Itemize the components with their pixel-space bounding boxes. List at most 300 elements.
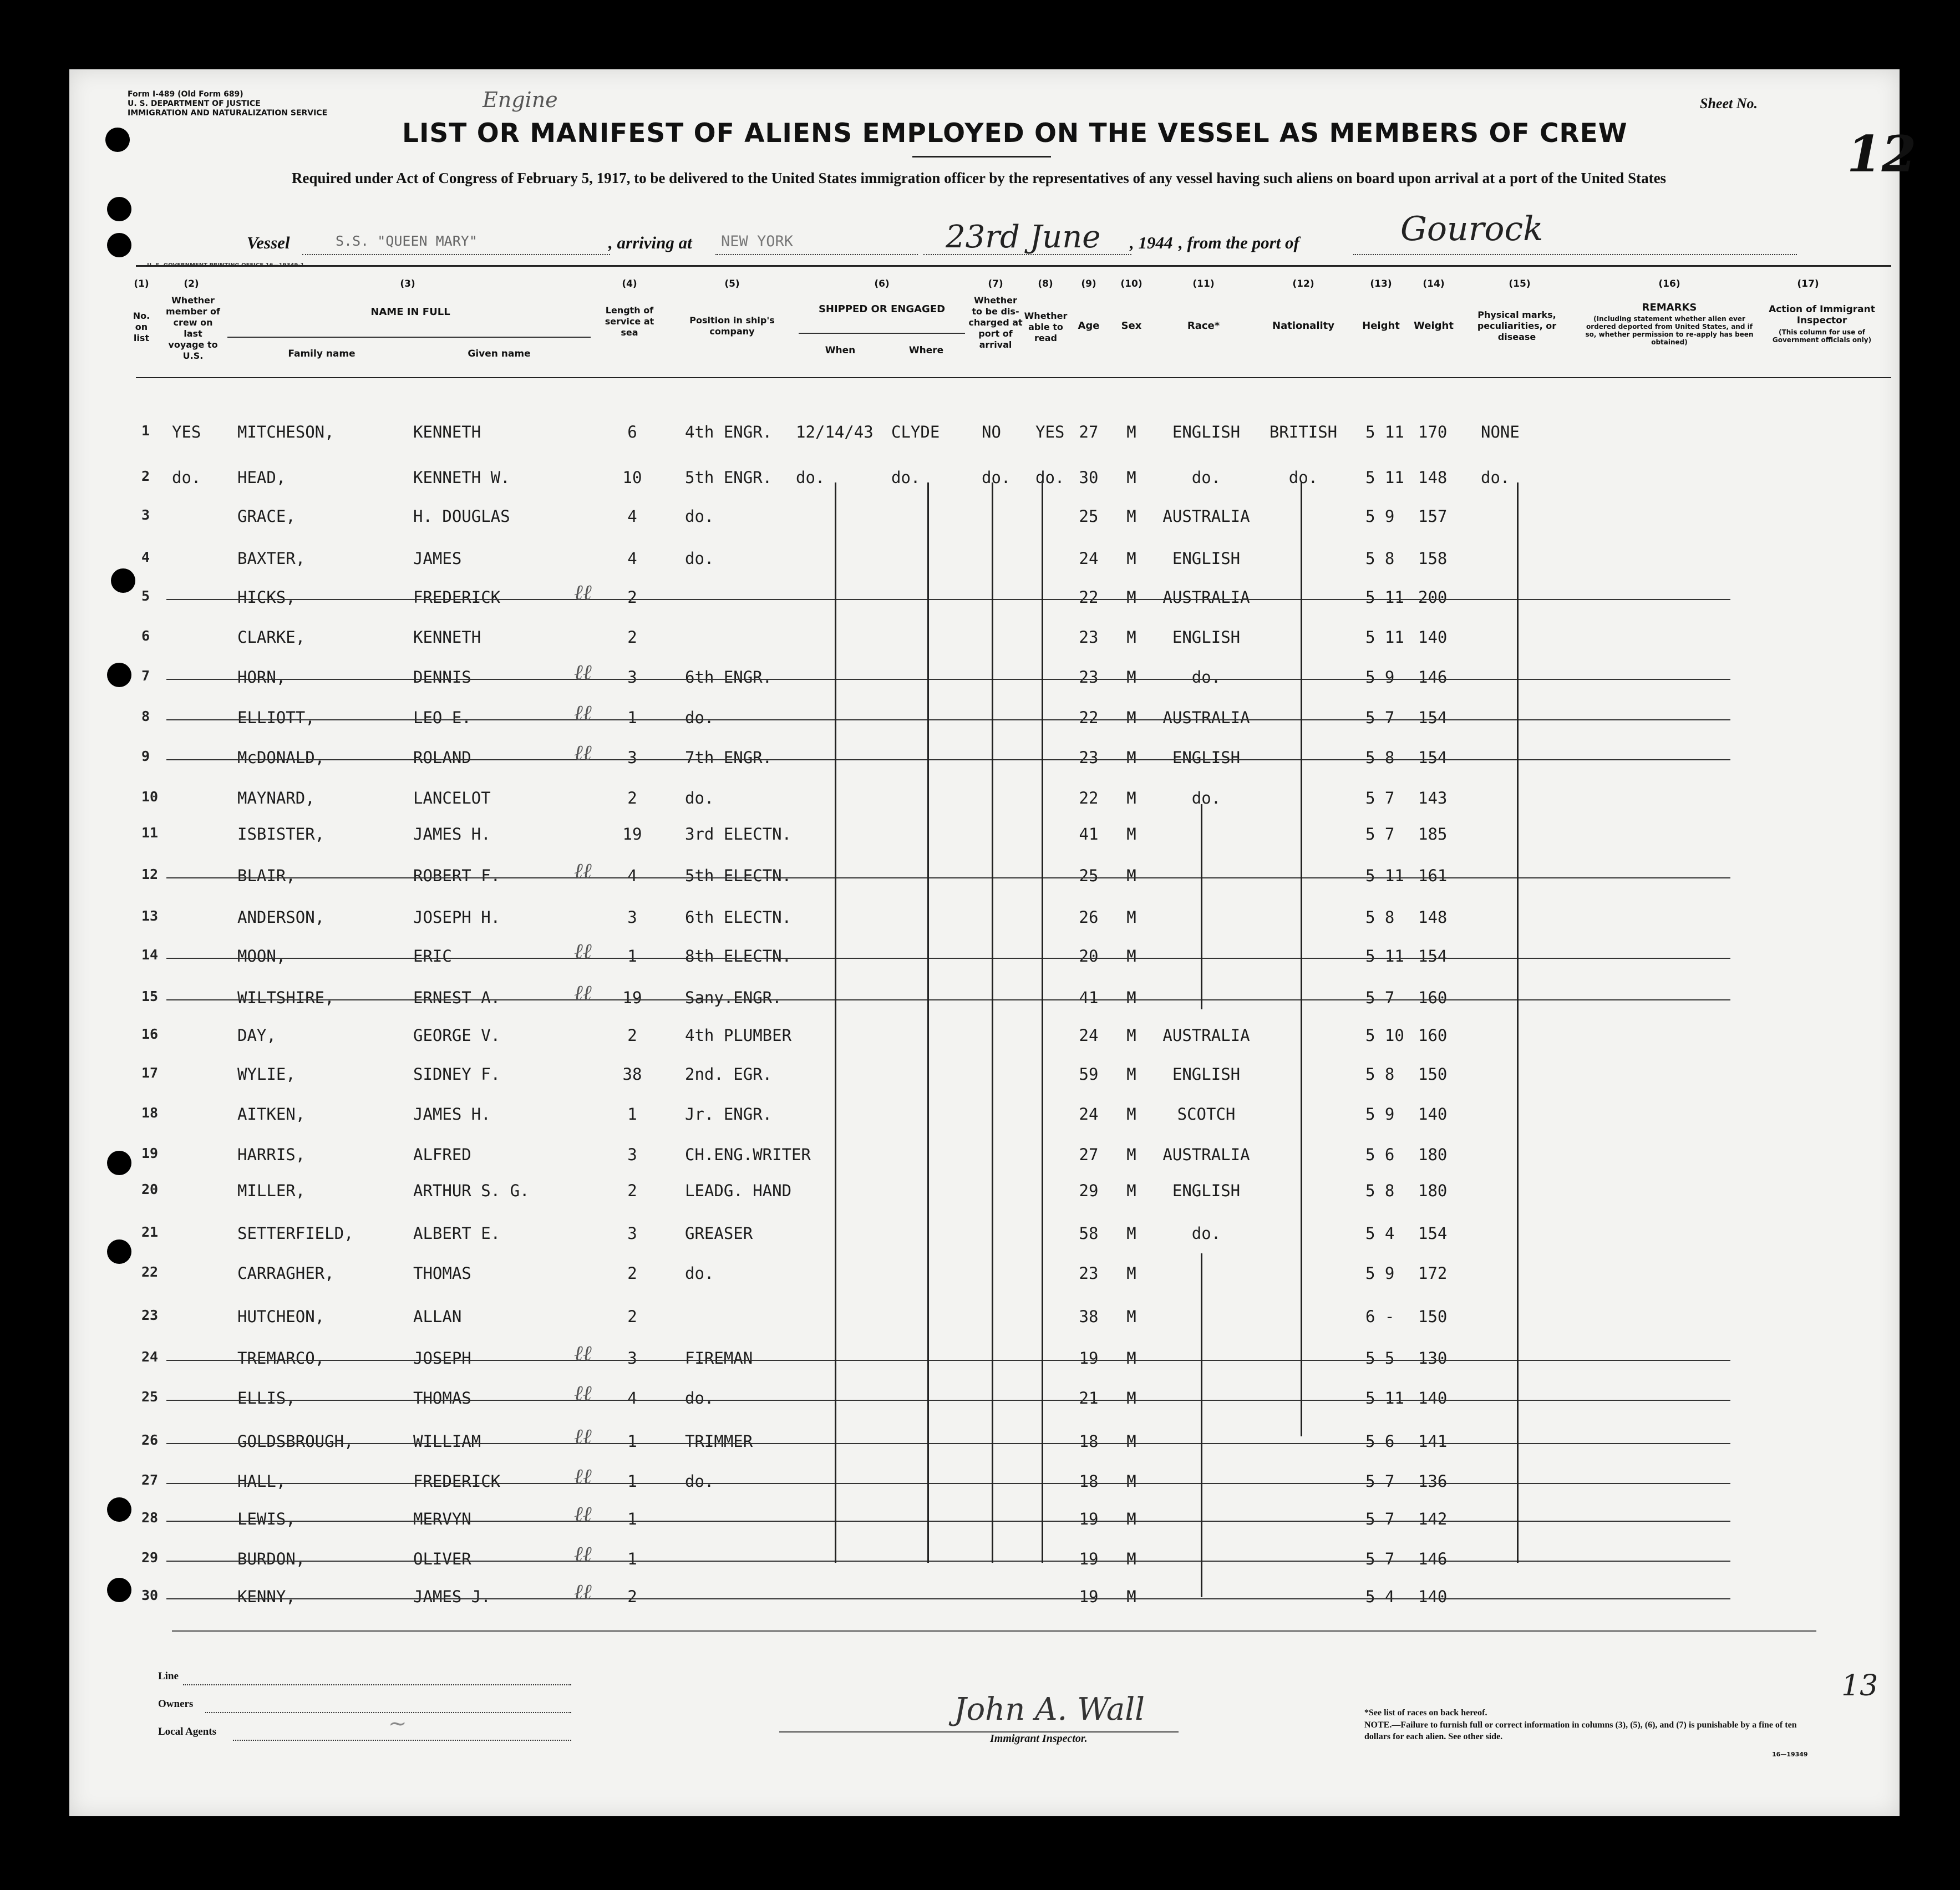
strike-through-line xyxy=(166,1521,1730,1522)
position-in-company: GREASER xyxy=(685,1224,753,1243)
age: 30 xyxy=(1079,468,1099,487)
position-in-company: do. xyxy=(685,789,714,807)
row-number: 25 xyxy=(141,1389,159,1405)
height: 5 8 xyxy=(1365,1065,1395,1084)
weight: 185 xyxy=(1418,825,1448,844)
height: 5 4 xyxy=(1365,1224,1395,1243)
shipped-when: 12/14/43 xyxy=(796,423,874,441)
page-title: LIST OR MANIFEST OF ALIENS EMPLOYED ON THE VESSEL AS MEMBERS OF CREW xyxy=(402,118,1628,149)
length-of-service: 2 xyxy=(627,1026,637,1045)
row-number: 27 xyxy=(141,1472,159,1488)
row-number: 28 xyxy=(141,1510,159,1526)
col-head-position: Position in ship's company xyxy=(689,315,775,337)
weight: 170 xyxy=(1418,423,1448,441)
crew-member-last-voyage: do. xyxy=(172,468,201,487)
handwritten-initial: ℓℓ xyxy=(574,1502,592,1526)
weight: 146 xyxy=(1418,668,1448,687)
race: ENGLISH xyxy=(1172,549,1241,568)
length-of-service: 2 xyxy=(627,789,637,807)
family-name: ANDERSON, xyxy=(237,908,325,927)
length-of-service: 38 xyxy=(622,1065,642,1084)
age: 27 xyxy=(1079,423,1099,441)
col-head-shipped: SHIPPED OR ENGAGED xyxy=(818,303,946,315)
from-port-label: , from the port of xyxy=(1179,233,1299,252)
family-name: ELLIOTT, xyxy=(237,708,315,727)
handwritten-initial: ℓℓ xyxy=(574,740,592,765)
row-number: 8 xyxy=(141,708,150,724)
weight: 140 xyxy=(1418,1105,1448,1124)
race: ENGLISH xyxy=(1172,1181,1241,1200)
title-rule xyxy=(912,156,1051,158)
race: do. xyxy=(1191,789,1221,807)
sex: M xyxy=(1126,1432,1136,1451)
age: 22 xyxy=(1079,588,1099,607)
height: 5 7 xyxy=(1365,708,1395,727)
race: AUSTRALIA xyxy=(1162,507,1250,526)
row-number: 22 xyxy=(141,1264,159,1280)
weight: 180 xyxy=(1418,1145,1448,1164)
length-of-service: 2 xyxy=(627,1307,637,1326)
family-name: MOON, xyxy=(237,947,286,966)
row-number: 9 xyxy=(141,748,150,764)
strike-through-line xyxy=(166,599,1730,600)
given-name: ALLAN xyxy=(413,1307,462,1326)
row-number: 30 xyxy=(141,1587,159,1603)
given-name: WILLIAM xyxy=(413,1432,481,1451)
row-number: 1 xyxy=(141,423,150,439)
row-number: 14 xyxy=(141,947,159,963)
given-name: ROBERT F. xyxy=(413,866,501,885)
height: 5 11 xyxy=(1365,468,1404,487)
race: AUSTRALIA xyxy=(1162,708,1250,727)
sex: M xyxy=(1126,1472,1136,1491)
page-subtitle: Required under Act of Congress of February 5, 1917, to be delivered to the United States immigration officer by the representatives of any vessel having such aliens on board upon arrival at a port of the United States xyxy=(291,170,1667,186)
length-of-service: 3 xyxy=(627,1145,637,1164)
sex: M xyxy=(1126,628,1136,647)
shipped-rule xyxy=(799,333,965,334)
weight: 180 xyxy=(1418,1181,1448,1200)
row-number: 29 xyxy=(141,1549,159,1566)
weight: 141 xyxy=(1418,1432,1448,1451)
row-number: 7 xyxy=(141,668,150,684)
sex: M xyxy=(1126,708,1136,727)
sex: M xyxy=(1126,1549,1136,1568)
arrival-date: 23rd June xyxy=(946,219,1101,255)
column-number: (7) xyxy=(988,278,1003,289)
age: 38 xyxy=(1079,1307,1099,1326)
printing-office: U. S. GOVERNMENT PRINTING OFFICE 16—19349-1 xyxy=(147,262,304,268)
given-name: ROLAND xyxy=(413,748,471,767)
handwritten-initial: ℓℓ xyxy=(574,858,592,883)
sex: M xyxy=(1126,1349,1136,1368)
length-of-service: 3 xyxy=(627,908,637,927)
col-head-action: Action of Immigrant Inspector xyxy=(1769,304,1875,326)
penalty-note: NOTE.—Failure to furnish full or correct information in columns (3), (5), (6), and (7) is punishable by a fine of ten dollars for each alien. See other side. xyxy=(1364,1720,1797,1741)
sex: M xyxy=(1126,1264,1136,1283)
strike-through-line xyxy=(166,1443,1730,1444)
table-bottom-rule xyxy=(172,1630,1816,1632)
height: 5 7 xyxy=(1365,1472,1395,1491)
age: 19 xyxy=(1079,1349,1099,1368)
races-note: *See list of races on back hereof. xyxy=(1364,1708,1487,1718)
race: AUSTRALIA xyxy=(1162,1145,1250,1164)
col-head-age: Age xyxy=(1078,320,1100,332)
col-head-when: When xyxy=(825,345,856,356)
ditto-line xyxy=(1517,482,1519,1563)
service-name: IMMIGRATION AND NATURALIZATION SERVICE xyxy=(128,109,328,118)
row-number: 6 xyxy=(141,628,150,644)
ditto-line xyxy=(1301,482,1302,1436)
col-head-name-in-full: NAME IN FULL xyxy=(370,306,450,318)
age: 22 xyxy=(1079,708,1099,727)
shipped-where: do. xyxy=(891,468,921,487)
given-name: MERVYN xyxy=(413,1510,471,1528)
physical-marks: NONE xyxy=(1481,423,1520,441)
length-of-service: 1 xyxy=(627,1105,637,1124)
height: 5 9 xyxy=(1365,1105,1395,1124)
height: 5 10 xyxy=(1365,1026,1404,1045)
handwritten-initial: ℓℓ xyxy=(574,1579,592,1604)
height: 5 11 xyxy=(1365,1389,1404,1408)
row-number: 12 xyxy=(141,866,159,882)
handwritten-initial: ℓℓ xyxy=(574,660,592,684)
row-number: 11 xyxy=(141,825,159,841)
from-port-underline xyxy=(1353,254,1797,255)
height: 5 9 xyxy=(1365,1264,1395,1283)
given-name: FREDERICK xyxy=(413,1472,501,1491)
column-number: (4) xyxy=(622,278,637,289)
age: 24 xyxy=(1079,1026,1099,1045)
handwritten-initial: ℓℓ xyxy=(574,1464,592,1488)
owners-label: Owners xyxy=(158,1698,194,1710)
length-of-service: 6 xyxy=(627,423,637,441)
row-number: 18 xyxy=(141,1105,159,1121)
age: 20 xyxy=(1079,947,1099,966)
handwritten-initial: ℓℓ xyxy=(574,580,592,604)
weight: 140 xyxy=(1418,1587,1448,1606)
col-head-able-read: Whether able to read xyxy=(1024,311,1068,343)
race: ENGLISH xyxy=(1172,628,1241,647)
height: 5 6 xyxy=(1365,1145,1395,1164)
race: ENGLISH xyxy=(1172,423,1241,441)
height: 5 7 xyxy=(1365,1549,1395,1568)
column-number: (10) xyxy=(1120,278,1143,289)
length-of-service: 19 xyxy=(622,988,642,1007)
handwritten-initial: ℓℓ xyxy=(574,700,592,725)
length-of-service: 19 xyxy=(622,825,642,844)
height: 5 7 xyxy=(1365,1510,1395,1528)
height: 5 6 xyxy=(1365,1432,1395,1451)
weight: 172 xyxy=(1418,1264,1448,1283)
strike-through-line xyxy=(166,1561,1730,1562)
col-head-given-name: Given name xyxy=(468,348,531,359)
sex: M xyxy=(1126,947,1136,966)
age: 23 xyxy=(1079,1264,1099,1283)
handwritten-initial: ℓℓ xyxy=(574,1424,592,1449)
agent-mark: ~ xyxy=(388,1711,407,1736)
height: 6 - xyxy=(1365,1307,1395,1326)
col-head-race: Race* xyxy=(1187,320,1220,332)
given-name: LEO E. xyxy=(413,708,471,727)
length-of-service: 2 xyxy=(627,1181,637,1200)
ditto-line xyxy=(1201,804,1202,1009)
position-in-company: 2nd. EGR. xyxy=(685,1065,773,1084)
length-of-service: 1 xyxy=(627,1432,637,1451)
given-name: JAMES xyxy=(413,549,462,568)
ditto-line xyxy=(835,482,836,1563)
sex: M xyxy=(1126,1145,1136,1164)
given-name: THOMAS xyxy=(413,1389,471,1408)
row-number: 13 xyxy=(141,908,159,924)
sex: M xyxy=(1126,748,1136,767)
weight: 200 xyxy=(1418,588,1448,607)
column-number: (13) xyxy=(1370,278,1392,289)
able-to-read: YES xyxy=(1035,423,1065,441)
family-name: AITKEN, xyxy=(237,1105,306,1124)
strike-through-line xyxy=(166,759,1730,760)
vessel-underline xyxy=(302,254,610,255)
race: AUSTRALIA xyxy=(1162,1026,1250,1045)
family-name: BURDON, xyxy=(237,1549,306,1568)
line-underline xyxy=(183,1684,571,1685)
strike-through-line xyxy=(166,877,1730,878)
weight: 157 xyxy=(1418,507,1448,526)
family-name: McDONALD, xyxy=(237,748,325,767)
age: 41 xyxy=(1079,988,1099,1007)
given-name: ARTHUR S. G. xyxy=(413,1181,530,1200)
family-name: LEWIS, xyxy=(237,1510,296,1528)
age: 19 xyxy=(1079,1587,1099,1606)
position-in-company: do. xyxy=(685,507,714,526)
column-number: (1) xyxy=(134,278,149,289)
length-of-service: 3 xyxy=(627,1224,637,1243)
family-name: SETTERFIELD, xyxy=(237,1224,354,1243)
age: 41 xyxy=(1079,825,1099,844)
weight: 160 xyxy=(1418,1026,1448,1045)
weight: 150 xyxy=(1418,1065,1448,1084)
family-name: HICKS, xyxy=(237,588,296,607)
given-name: KENNETH xyxy=(413,423,481,441)
position-in-company: 6th ENGR. xyxy=(685,668,773,687)
handwritten-initial: ℓℓ xyxy=(574,1381,592,1405)
position-in-company: do. xyxy=(685,1472,714,1491)
row-number: 21 xyxy=(141,1224,159,1240)
family-name: BLAIR, xyxy=(237,866,296,885)
family-name: CARRAGHER, xyxy=(237,1264,334,1283)
sheet-label: Sheet No. xyxy=(1700,95,1758,111)
length-of-service: 2 xyxy=(627,1587,637,1606)
shipped-where: CLYDE xyxy=(891,423,940,441)
family-name: HUTCHEON, xyxy=(237,1307,325,1326)
col-head-family-name: Family name xyxy=(288,348,356,359)
form-number: Form I-489 (Old Form 689) xyxy=(128,90,243,99)
height: 5 7 xyxy=(1365,789,1395,807)
physical-marks: do. xyxy=(1481,468,1510,487)
family-name: MITCHESON, xyxy=(237,423,334,441)
position-in-company: 8th ELECTN. xyxy=(685,947,792,966)
to-be-discharged: do. xyxy=(982,468,1011,487)
family-name: TREMARCO, xyxy=(237,1349,325,1368)
race: do. xyxy=(1191,468,1221,487)
given-name: GEORGE V. xyxy=(413,1026,501,1045)
given-name: LANCELOT xyxy=(413,789,491,807)
punch-hole xyxy=(105,128,130,152)
sex: M xyxy=(1126,789,1136,807)
sex: M xyxy=(1126,1105,1136,1124)
family-name: KENNY, xyxy=(237,1587,296,1606)
given-name: ERNEST A. xyxy=(413,988,501,1007)
length-of-service: 3 xyxy=(627,1349,637,1368)
sex: M xyxy=(1126,1181,1136,1200)
weight: 154 xyxy=(1418,947,1448,966)
length-of-service: 1 xyxy=(627,1549,637,1568)
weight: 136 xyxy=(1418,1472,1448,1491)
weight: 143 xyxy=(1418,789,1448,807)
given-name: ALFRED xyxy=(413,1145,471,1164)
length-of-service: 1 xyxy=(627,1472,637,1491)
weight: 140 xyxy=(1418,1389,1448,1408)
sex: M xyxy=(1126,1307,1136,1326)
weight: 150 xyxy=(1418,1307,1448,1326)
row-number: 5 xyxy=(141,588,150,604)
position-in-company: FIREMAN xyxy=(685,1349,753,1368)
age: 25 xyxy=(1079,866,1099,885)
col-head-no-on-list: No. on list xyxy=(133,311,150,343)
row-number: 3 xyxy=(141,507,150,523)
strike-through-line xyxy=(166,719,1730,720)
row-number: 16 xyxy=(141,1026,159,1042)
arriving-underline xyxy=(715,254,918,255)
race: do. xyxy=(1191,668,1221,687)
col-head-remarks-sub: (Including statement whether alien ever ordered deported from United States, and if so, whether permission to re-apply has been obtained) xyxy=(1585,315,1754,346)
position-in-company: TRIMMER xyxy=(685,1432,753,1451)
height: 5 11 xyxy=(1365,866,1404,885)
position-in-company: 4th ENGR. xyxy=(685,423,773,441)
height: 5 8 xyxy=(1365,748,1395,767)
length-of-service: 3 xyxy=(627,668,637,687)
weight: 154 xyxy=(1418,708,1448,727)
height: 5 4 xyxy=(1365,1587,1395,1606)
handwritten-initial: ℓℓ xyxy=(574,1542,592,1566)
position-in-company: 3rd ELECTN. xyxy=(685,825,792,844)
row-number: 10 xyxy=(141,789,159,805)
crew-member-last-voyage: YES xyxy=(172,423,201,441)
position-in-company: LEADG. HAND xyxy=(685,1181,792,1200)
row-number: 24 xyxy=(141,1349,159,1365)
arriving-port: NEW YORK xyxy=(721,233,794,250)
weight: 160 xyxy=(1418,988,1448,1007)
strike-through-line xyxy=(166,1360,1730,1361)
agents-underline xyxy=(233,1740,571,1741)
height: 5 11 xyxy=(1365,588,1404,607)
length-of-service: 4 xyxy=(627,866,637,885)
engine-note: Engine xyxy=(483,88,558,112)
weight: 154 xyxy=(1418,1224,1448,1243)
height: 5 8 xyxy=(1365,1181,1395,1200)
height: 5 5 xyxy=(1365,1349,1395,1368)
sheet-number: 12 xyxy=(1847,125,1917,184)
punch-hole xyxy=(107,663,131,687)
length-of-service: 1 xyxy=(627,1510,637,1528)
position-in-company: do. xyxy=(685,1264,714,1283)
sex: M xyxy=(1126,423,1136,441)
row-number: 4 xyxy=(141,549,150,565)
row-number: 26 xyxy=(141,1432,159,1448)
inspector-signature: John A. Wall xyxy=(954,1691,1145,1728)
form-code: 16—19349 xyxy=(1772,1751,1808,1758)
punch-hole xyxy=(107,1151,131,1175)
race: do. xyxy=(1191,1224,1221,1243)
length-of-service: 2 xyxy=(627,628,637,647)
col-head-nationality: Nationality xyxy=(1272,320,1334,332)
family-name: ISBISTER, xyxy=(237,825,325,844)
height: 5 7 xyxy=(1365,825,1395,844)
sex: M xyxy=(1126,468,1136,487)
punch-hole xyxy=(107,1239,131,1264)
height: 5 11 xyxy=(1365,628,1404,647)
nationality: BRITISH xyxy=(1269,423,1338,441)
age: 21 xyxy=(1079,1389,1099,1408)
from-port: Gourock xyxy=(1400,210,1543,248)
age: 29 xyxy=(1079,1181,1099,1200)
family-name: MAYNARD, xyxy=(237,789,315,807)
given-name: JAMES H. xyxy=(413,1105,491,1124)
ditto-line xyxy=(927,482,929,1563)
given-name: FREDERICK xyxy=(413,588,501,607)
sex: M xyxy=(1126,908,1136,927)
sex: M xyxy=(1126,866,1136,885)
col-head-length-service: Length of service at sea xyxy=(605,305,654,338)
family-name: MILLER, xyxy=(237,1181,306,1200)
family-name: HALL, xyxy=(237,1472,286,1491)
col-head-height: Height xyxy=(1362,320,1400,332)
row-number: 19 xyxy=(141,1145,159,1161)
column-number: (15) xyxy=(1509,278,1531,289)
sex: M xyxy=(1126,988,1136,1007)
col-head-physical: Physical marks, peculiarities, or disease xyxy=(1477,309,1557,342)
age: 19 xyxy=(1079,1549,1099,1568)
sex: M xyxy=(1126,1065,1136,1084)
punch-hole xyxy=(107,197,131,221)
handwritten-initial: ℓℓ xyxy=(574,939,592,963)
handwritten-initial: ℓℓ xyxy=(574,1341,592,1365)
given-name: THOMAS xyxy=(413,1264,471,1283)
ditto-line xyxy=(992,482,993,1563)
column-number: (11) xyxy=(1192,278,1215,289)
column-number: (3) xyxy=(400,278,415,289)
handwritten-initial: ℓℓ xyxy=(574,980,592,1005)
punch-hole xyxy=(107,233,131,257)
col-head-member: Whether member of crew on last voyage to U.S. xyxy=(166,295,220,361)
row-number: 17 xyxy=(141,1065,159,1081)
family-name: HORN, xyxy=(237,668,286,687)
sex: M xyxy=(1126,1389,1136,1408)
sex: M xyxy=(1126,1510,1136,1528)
col-head-discharged: Whether to be dis-charged at port of arrival xyxy=(968,295,1023,350)
weight: 130 xyxy=(1418,1349,1448,1368)
weight: 140 xyxy=(1418,628,1448,647)
family-name: WILTSHIRE, xyxy=(237,988,334,1007)
position-in-company: CH.ENG.WRITER xyxy=(685,1145,811,1164)
age: 24 xyxy=(1079,1105,1099,1124)
weight: 158 xyxy=(1418,549,1448,568)
length-of-service: 3 xyxy=(627,748,637,767)
age: 18 xyxy=(1079,1432,1099,1451)
given-name: H. DOUGLAS xyxy=(413,507,510,526)
given-name: ALBERT E. xyxy=(413,1224,501,1243)
age: 24 xyxy=(1079,549,1099,568)
sex: M xyxy=(1126,1224,1136,1243)
